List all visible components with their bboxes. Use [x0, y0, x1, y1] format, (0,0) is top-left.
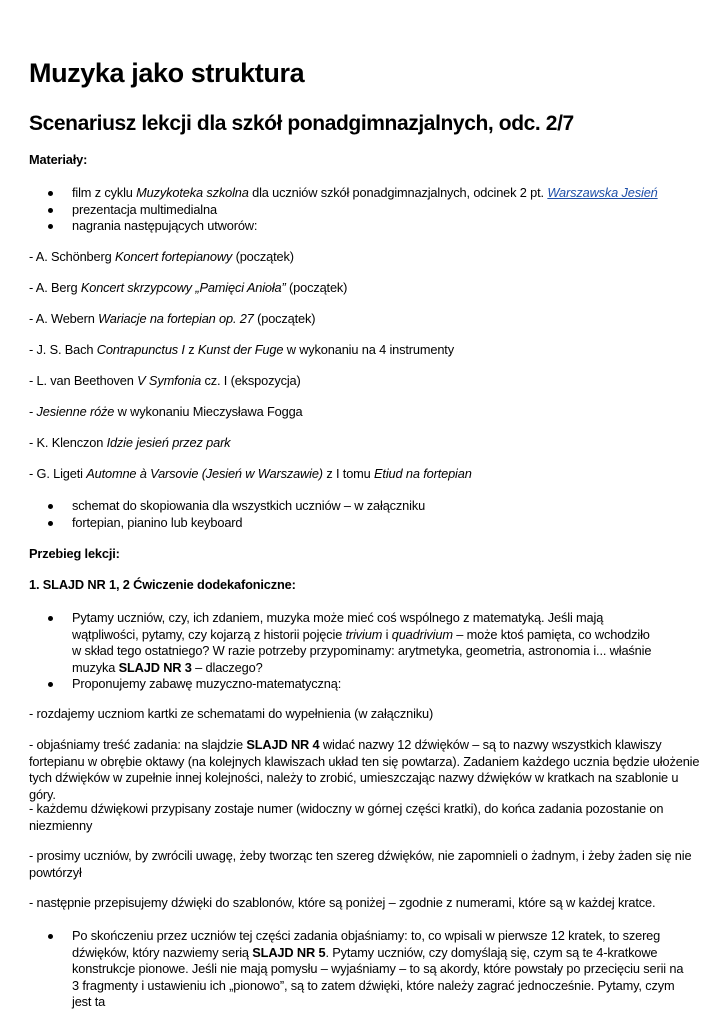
bullet-icon: [48, 224, 53, 229]
materials-heading: Materiały:: [29, 152, 88, 167]
materials-list-2: [29, 498, 709, 531]
warszawska-jesien-link[interactable]: Warszawska Jesień: [547, 185, 658, 200]
list-item: Proponujemy zabawę muzyczno-matematyczną:: [29, 676, 709, 693]
lesson-list: [29, 610, 709, 693]
page-subtitle: Scenariusz lekcji dla szkół ponadgimnazjalnych, odc. 2/7: [29, 112, 574, 135]
step-paragraph: - następnie przepisujemy dźwięki do szablonów, które są poniżej – zgodnie z numerami, które są w każdej kratce.: [29, 895, 656, 910]
page-title: Muzyka jako struktura: [29, 58, 305, 88]
step-paragraph: - objaśniamy treść zadania: na slajdzie SLAJD NR 4 widać nazwy 12 dźwięków – są to nazwy wszystkich klawiszy fortepianu w obrębie oktawy (na kolejnych klawiszach układ ten się powtarza). Zadaniem każdego ucznia będzie ułożenie tych dźwięków w zupełnie innej kolejności, należy to zrobić, umieszczając nazwy dźwięków w kratkach na szablonie u góry.: [29, 737, 700, 802]
list-item: Po skończeniu przez uczniów tej części zadania objaśniamy: to, co wpisali w pierwsze 12 kratek, to szereg dźwięków, który nazwiemy serią SLAJD NR 5. Pytamy uczniów, czy domyślają się, czym są te 4-kratkowe konstrukcje pionowe. Jeśli nie mają pomysłu – wyjaśniamy – to są akordy, które powstały po przecięciu serii na 3 fragmenty i ustawieniu ich „pionowo”, są to zatem dźwięki, które należy zagrać jednocześnie. Pytamy, czym jest ta: [29, 928, 709, 1011]
list-item: fortepian, pianino lub keyboard: [29, 515, 709, 532]
lesson-heading: Przebieg lekcji:: [29, 546, 120, 561]
bullet-icon: [48, 616, 53, 621]
list-item: nagrania następujących utworów:: [29, 218, 709, 235]
lesson-list-2: [29, 928, 709, 1011]
work-item: - G. Ligeti Automne à Varsovie (Jesień w Warszawie) z I tomu Etiud na fortepian: [29, 466, 472, 481]
bullet-icon: [48, 521, 53, 526]
list-item: schemat do skopiowania dla wszystkich uczniów – w załączniku: [29, 498, 709, 515]
bullet-icon: [48, 504, 53, 509]
slide-heading: 1. SLAJD NR 1, 2 Ćwiczenie dodekafoniczne:: [29, 577, 296, 592]
bullet-icon: [48, 208, 53, 213]
work-item: - A. Berg Koncert skrzypcowy „Pamięci Anioła” (początek): [29, 280, 348, 295]
materials-list: [29, 185, 709, 235]
bullet-icon: [48, 682, 53, 687]
work-item: - A. Schönberg Koncert fortepianowy (początek): [29, 249, 294, 264]
work-item: - L. van Beethoven V Symfonia cz. I (ekspozycja): [29, 373, 301, 388]
step-paragraph: - każdemu dźwiękowi przypisany zostaje numer (widoczny w górnej części kratki), do końca zadania pozostanie on niezmienny: [29, 801, 664, 833]
work-item: - K. Klenczon Idzie jesień przez park: [29, 435, 231, 450]
bullet-icon: [48, 191, 53, 196]
step-paragraph: - prosimy uczniów, by zwrócili uwagę, żeby tworząc ten szereg dźwięków, nie zapomnieli o żadnym, i żeby żaden się nie powtórzył: [29, 848, 692, 880]
list-item: prezentacja multimedialna: [29, 202, 709, 219]
list-item: Pytamy uczniów, czy, ich zdaniem, muzyka może mieć coś wspólnego z matematyką. Jeśli mają wątpliwości, pytamy, czy kojarzą z historii pojęcie trivium i quadrivium – może ktoś pamięta, co wchodziło w skład tego ostatniego? W razie potrzeby przypominamy: arytmetyka, geometria, astronomia i... właśnie muzyka SLAJD NR 3 – dlaczego?: [29, 610, 709, 676]
work-item: - A. Webern Wariacje na fortepian op. 27 (początek): [29, 311, 316, 326]
list-item: film z cyklu Muzykoteka szkolna dla uczniów szkół ponadgimnazjalnych, odcinek 2 pt. Warszawska Jesień: [29, 185, 709, 202]
bullet-icon: [48, 934, 53, 939]
step-paragraph: - rozdajemy uczniom kartki ze schematami do wypełnienia (w załączniku): [29, 706, 434, 721]
work-item: - J. S. Bach Contrapunctus I z Kunst der Fuge w wykonaniu na 4 instrumenty: [29, 342, 454, 357]
work-item: - Jesienne róże w wykonaniu Mieczysława Fogga: [29, 404, 303, 419]
